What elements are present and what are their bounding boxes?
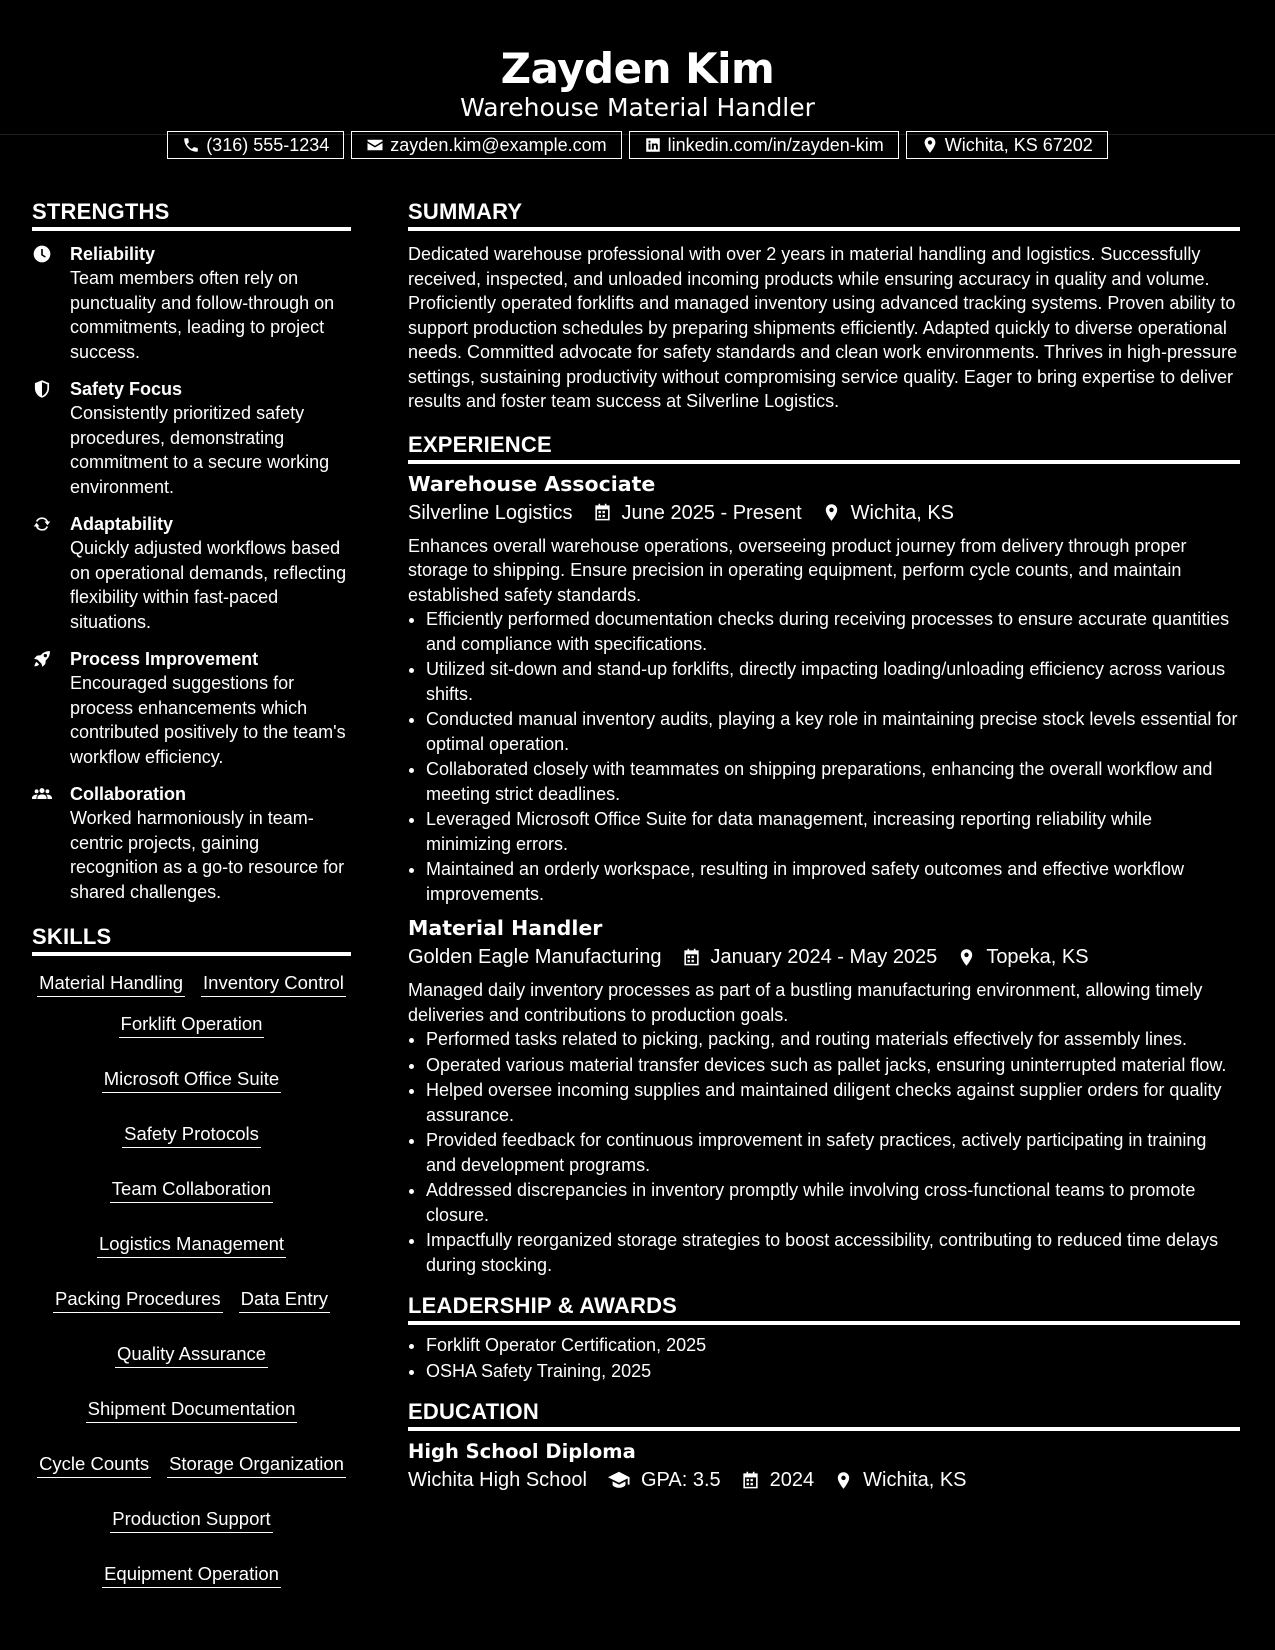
job-bullet: • Provided feedback for continuous improvement in safety practices, actively participating in training and development programs. bbox=[426, 1128, 1240, 1177]
job-bullets bbox=[408, 607, 1240, 906]
contact-linkedin-text: linkedin.com/in/zayden-kim bbox=[667, 134, 884, 155]
job-meta bbox=[408, 942, 1240, 972]
skills-list bbox=[32, 970, 351, 1588]
job-description: Enhances overall warehouse operations, overseeing product journey from delivery through proper storage to shipping. Ensure precision in operating equipment, perform cycle counts, and maintain established safety standards. bbox=[408, 535, 1187, 605]
location-pin-icon bbox=[822, 503, 841, 522]
job-meta bbox=[408, 498, 1240, 528]
skill-tag: Production Support bbox=[110, 1506, 272, 1533]
skill-tag: Material Handling bbox=[37, 970, 185, 997]
skill-tag: Shipment Documentation bbox=[86, 1396, 298, 1423]
envelope-icon bbox=[366, 136, 384, 154]
job-bullet: • Helped oversee incoming supplies and maintained diligent checks against supplier orders for quality assurance. bbox=[426, 1078, 1240, 1127]
job-location: Wichita, KS bbox=[850, 501, 954, 524]
job-bullet: • Operated various material transfer devices such as pallet jacks, ensuring uninterrupted material flow. bbox=[426, 1053, 1240, 1078]
job-entry bbox=[408, 914, 1240, 1277]
contact-phone-text: (316) 555-1234 bbox=[206, 134, 330, 155]
location-pin-icon bbox=[921, 136, 939, 154]
calendar-icon bbox=[741, 1471, 760, 1490]
strength-desc: Worked harmoniously in team-centric projects, gaining recognition as a go-to resource for shared challenges. bbox=[70, 808, 345, 902]
location-pin-icon bbox=[834, 1471, 853, 1490]
strength-item bbox=[32, 377, 351, 499]
skill-tag: Cycle Counts bbox=[37, 1451, 151, 1478]
skill-tag: Data Entry bbox=[239, 1286, 330, 1313]
right-column bbox=[408, 197, 1240, 1501]
skill-tag: Logistics Management bbox=[97, 1231, 286, 1258]
contact-location-text: Wichita, KS 67202 bbox=[944, 134, 1093, 155]
shield-icon bbox=[32, 379, 52, 399]
job-title: Warehouse Associate bbox=[408, 471, 656, 496]
strength-name: Adaptability bbox=[70, 514, 174, 534]
contact-linkedin[interactable] bbox=[629, 131, 899, 159]
award-item: • OSHA Safety Training, 2025 bbox=[426, 1359, 1240, 1384]
contact-bar bbox=[0, 131, 1275, 159]
contact-location bbox=[906, 131, 1108, 159]
education-degree: High School Diploma bbox=[408, 1440, 636, 1463]
skill-tag: Safety Protocols bbox=[122, 1121, 261, 1148]
contact-email-text: zayden.kim@example.com bbox=[390, 134, 607, 155]
strength-name: Safety Focus bbox=[70, 379, 183, 399]
candidate-title: Warehouse Material Handler bbox=[460, 93, 815, 122]
education-school: Wichita High School bbox=[408, 1469, 587, 1491]
skill-tag: Quality Assurance bbox=[115, 1341, 268, 1368]
contact-email[interactable] bbox=[351, 131, 621, 159]
education-location: Wichita, KS bbox=[863, 1469, 967, 1491]
contact-phone[interactable] bbox=[167, 131, 344, 159]
calendar-icon bbox=[682, 948, 701, 967]
skill-tag: Microsoft Office Suite bbox=[102, 1066, 281, 1093]
summary-heading: SUMMARY bbox=[408, 197, 1240, 231]
phone-icon bbox=[182, 136, 200, 154]
linkedin-icon bbox=[644, 136, 662, 154]
job-bullet: • Performed tasks related to picking, packing, and routing materials effectively for assembly lines. bbox=[426, 1027, 1240, 1052]
strength-item bbox=[32, 512, 351, 634]
skills-heading: SKILLS bbox=[32, 922, 351, 956]
job-bullet: • Leveraged Microsoft Office Suite for data management, increasing reporting reliability while minimizing errors. bbox=[426, 807, 1240, 856]
skill-tag: Forklift Operation bbox=[119, 1011, 265, 1038]
job-bullet: • Utilized sit-down and stand-up forklifts, directly impacting loading/unloading efficiency across various shifts. bbox=[426, 657, 1240, 706]
clock-icon bbox=[32, 244, 52, 264]
job-description: Managed daily inventory processes as part of a bustling manufacturing environment, allowing timely deliveries and contributions to production goals. bbox=[408, 980, 1203, 1025]
job-bullet: • Conducted manual inventory audits, playing a key role in maintaining precise stock levels essential for optimal operation. bbox=[426, 707, 1240, 756]
job-bullet: • Impactfully reorganized storage strategies to boost accessibility, contributing to reduced time delays during stocking. bbox=[426, 1228, 1240, 1277]
job-company: Silverline Logistics bbox=[408, 501, 573, 524]
skill-tag: Storage Organization bbox=[167, 1451, 346, 1478]
strength-name: Collaboration bbox=[70, 784, 186, 804]
leadership-heading: LEADERSHIP & AWARDS bbox=[408, 1291, 1240, 1325]
education-heading: EDUCATION bbox=[408, 1397, 1240, 1431]
strength-item bbox=[32, 647, 351, 769]
strength-item bbox=[32, 242, 351, 364]
strengths-heading: STRENGTHS bbox=[32, 197, 351, 231]
sync-icon bbox=[32, 514, 52, 534]
job-bullet: • Maintained an orderly workspace, resulting in improved safety outcomes and effective workflow improvements. bbox=[426, 857, 1240, 906]
rocket-icon bbox=[32, 649, 52, 669]
experience-heading: EXPERIENCE bbox=[408, 430, 1240, 464]
skill-tag: Team Collaboration bbox=[110, 1176, 273, 1203]
strength-name: Process Improvement bbox=[70, 649, 259, 669]
job-dates: June 2025 - Present bbox=[621, 501, 802, 524]
job-bullet: • Collaborated closely with teammates on shipping preparations, enhancing the overall workflow and meeting strict deadlines. bbox=[426, 757, 1240, 806]
calendar-icon bbox=[593, 503, 612, 522]
strength-item bbox=[32, 782, 351, 904]
job-location: Topeka, KS bbox=[986, 946, 1089, 968]
leadership-list bbox=[408, 1333, 1240, 1383]
strength-desc: Consistently prioritized safety procedures, demonstrating commitment to a secure working environment. bbox=[70, 403, 330, 497]
users-icon bbox=[32, 784, 52, 804]
graduation-cap-icon bbox=[607, 1469, 631, 1491]
skill-tag: Equipment Operation bbox=[102, 1561, 281, 1588]
job-bullets bbox=[408, 1027, 1240, 1277]
skill-tag: Packing Procedures bbox=[53, 1286, 223, 1313]
strength-desc: Encouraged suggestions for process enhancements which contributed positively to the team's workflow efficiency. bbox=[70, 673, 346, 767]
skill-tag: Inventory Control bbox=[201, 970, 346, 997]
job-bullet: • Efficiently performed documentation checks during receiving processes to ensure accurate quantities and compliance with specifications. bbox=[426, 607, 1240, 656]
education-meta bbox=[408, 1465, 1240, 1495]
candidate-name: Zayden Kim bbox=[500, 44, 775, 93]
left-column bbox=[32, 197, 351, 1588]
job-company: Golden Eagle Manufacturing bbox=[408, 946, 662, 968]
job-title: Material Handler bbox=[408, 916, 603, 940]
location-pin-icon bbox=[957, 948, 976, 967]
strength-name: Reliability bbox=[70, 244, 156, 264]
strength-desc: Quickly adjusted workflows based on operational demands, reflecting flexibility within fast-paced situations. bbox=[70, 538, 347, 632]
strength-desc: Team members often rely on punctuality and follow-through on commitments, leading to project success. bbox=[70, 268, 335, 362]
education-gpa: GPA: 3.5 bbox=[640, 1469, 721, 1491]
job-dates: January 2024 - May 2025 bbox=[710, 946, 938, 968]
education-year: 2024 bbox=[769, 1469, 815, 1491]
job-bullet: • Addressed discrepancies in inventory promptly while involving cross-functional teams to promote closure. bbox=[426, 1178, 1240, 1227]
resume-header bbox=[0, 0, 1275, 155]
summary-text: Dedicated warehouse professional with over 2 years in material handling and logistics. Successfully received, inspected, and unloaded incoming products while ensuring accuracy in quality and volume. Proficiently operated forklifts and managed inventory using advanced tracking systems. Proven ability to support production schedules by preparing shipments efficiently. Adapted quickly to diverse operational needs. Committed advocate for safety standards and clean work environments. Thrives in high-pressure settings, sustaining productivity without compromising service quality. Eager to bring expertise to deliver results and foster team success at Silverline Logistics. bbox=[408, 244, 1238, 411]
job-entry bbox=[408, 470, 1240, 907]
award-item: • Forklift Operator Certification, 2025 bbox=[426, 1333, 1240, 1358]
